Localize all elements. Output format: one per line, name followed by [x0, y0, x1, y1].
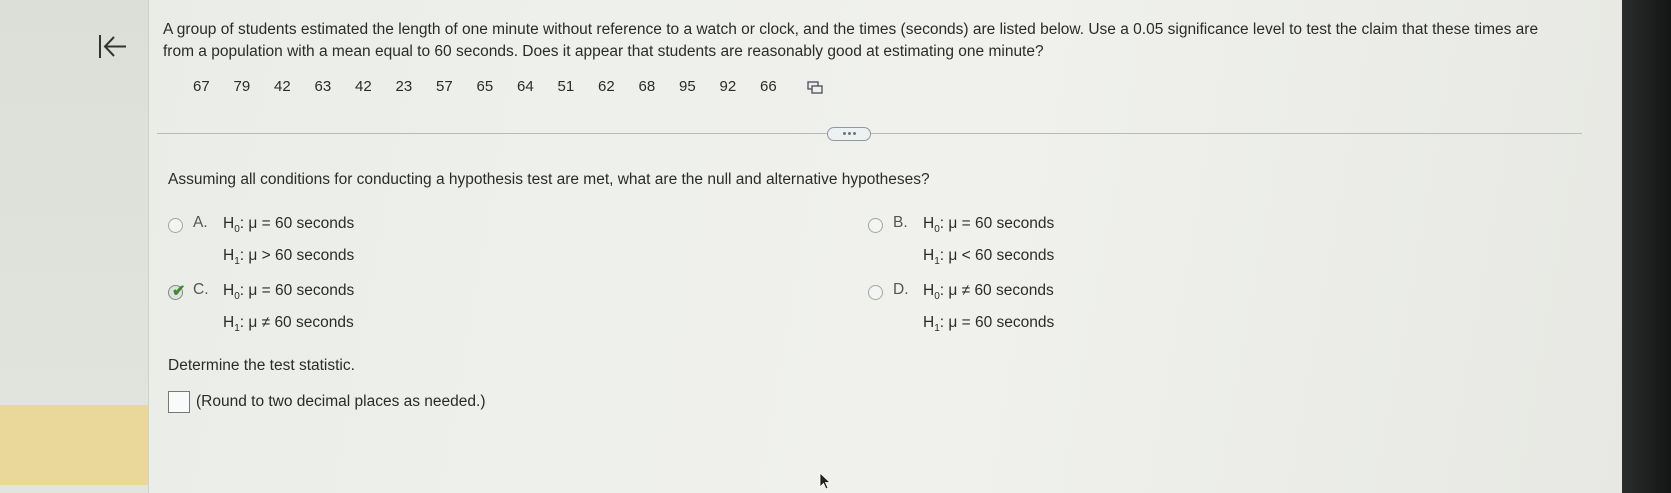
data-value: 65 — [476, 78, 494, 95]
data-value: 62 — [598, 78, 615, 95]
option-c-text: $H_0$: μ = 60 seconds $H_1$: μ ≠ 60 seconds — [223, 282, 355, 335]
back-to-start-button[interactable] — [96, 30, 132, 64]
rounding-hint: (Round to two decimal places as needed.) — [196, 393, 486, 410]
radio-a[interactable] — [168, 218, 183, 233]
first-page-arrow-icon — [96, 30, 132, 64]
h1-text: μ < 60 seconds — [948, 247, 1055, 265]
left-panel-highlight — [0, 405, 148, 485]
data-values-row — [193, 78, 824, 95]
option-letter: C. — [193, 281, 209, 298]
hypothesis-question: Assuming all conditions for conducting a hypothesis test are met, what are the null and alternative hypotheses? — [168, 171, 930, 188]
data-value: 63 — [314, 78, 332, 95]
data-value: 42 — [274, 78, 291, 95]
option-letter: D. — [893, 281, 909, 298]
option-a[interactable] — [168, 214, 354, 275]
more-dots-icon — [853, 132, 856, 135]
data-value: 64 — [517, 78, 534, 95]
h1-text: μ = 60 seconds — [948, 314, 1055, 332]
answer-row — [168, 391, 486, 413]
check-mark-icon: ✔ — [172, 283, 186, 300]
data-value: 68 — [638, 78, 656, 95]
option-d-text: $H_0$: μ ≠ 60 seconds $H_1$: μ = 60 seconds — [923, 282, 1055, 335]
data-value: 66 — [760, 78, 777, 95]
data-value: 42 — [355, 78, 372, 95]
radio-b[interactable] — [868, 218, 883, 233]
data-value: 79 — [233, 78, 251, 95]
expand-button[interactable] — [827, 127, 871, 141]
radio-d[interactable] — [868, 285, 883, 300]
option-d[interactable] — [868, 281, 1054, 342]
h0-text: μ = 60 seconds — [248, 215, 355, 232]
option-b[interactable] — [868, 214, 1054, 275]
data-value: 51 — [557, 78, 575, 95]
data-value: 57 — [436, 78, 453, 95]
radio-c[interactable] — [168, 283, 186, 300]
data-value: 95 — [679, 78, 696, 95]
option-a-text: $H_0$: μ = 60 seconds $H_1$: μ > 60 seconds — [223, 215, 355, 268]
data-value: 67 — [193, 78, 210, 95]
test-statistic-input[interactable] — [168, 391, 190, 413]
option-letter: A. — [193, 214, 208, 231]
more-dots-icon — [848, 132, 851, 135]
h0-text: μ = 60 seconds — [948, 215, 1055, 232]
option-c[interactable] — [168, 281, 354, 342]
data-value: 23 — [395, 78, 413, 95]
more-dots-icon — [843, 132, 846, 135]
h1-text: μ ≠ 60 seconds — [248, 314, 354, 332]
left-panel — [0, 0, 149, 493]
data-value: 92 — [719, 78, 737, 95]
h0-text: μ = 60 seconds — [248, 282, 355, 299]
question-text: A group of students estimated the length of one minute without reference to a watch or clock, and the times (seconds) are listed below. Use a 0.05 significance level to test the claim that these times are from a population with a mean equal to 60 seconds. Does it appear that students are reasonably good at estimating one minute? — [163, 21, 1539, 60]
monitor-bezel — [1622, 0, 1671, 493]
option-letter: B. — [893, 214, 908, 231]
test-statistic-prompt: Determine the test statistic. — [168, 357, 355, 374]
mouse-cursor-icon — [819, 472, 831, 490]
h1-text: μ > 60 seconds — [248, 247, 355, 265]
h0-text: μ ≠ 60 seconds — [948, 282, 1054, 299]
option-b-text: $H_0$: μ = 60 seconds $H_1$: μ < 60 seconds — [923, 215, 1055, 268]
copy-data-icon[interactable] — [806, 80, 824, 94]
